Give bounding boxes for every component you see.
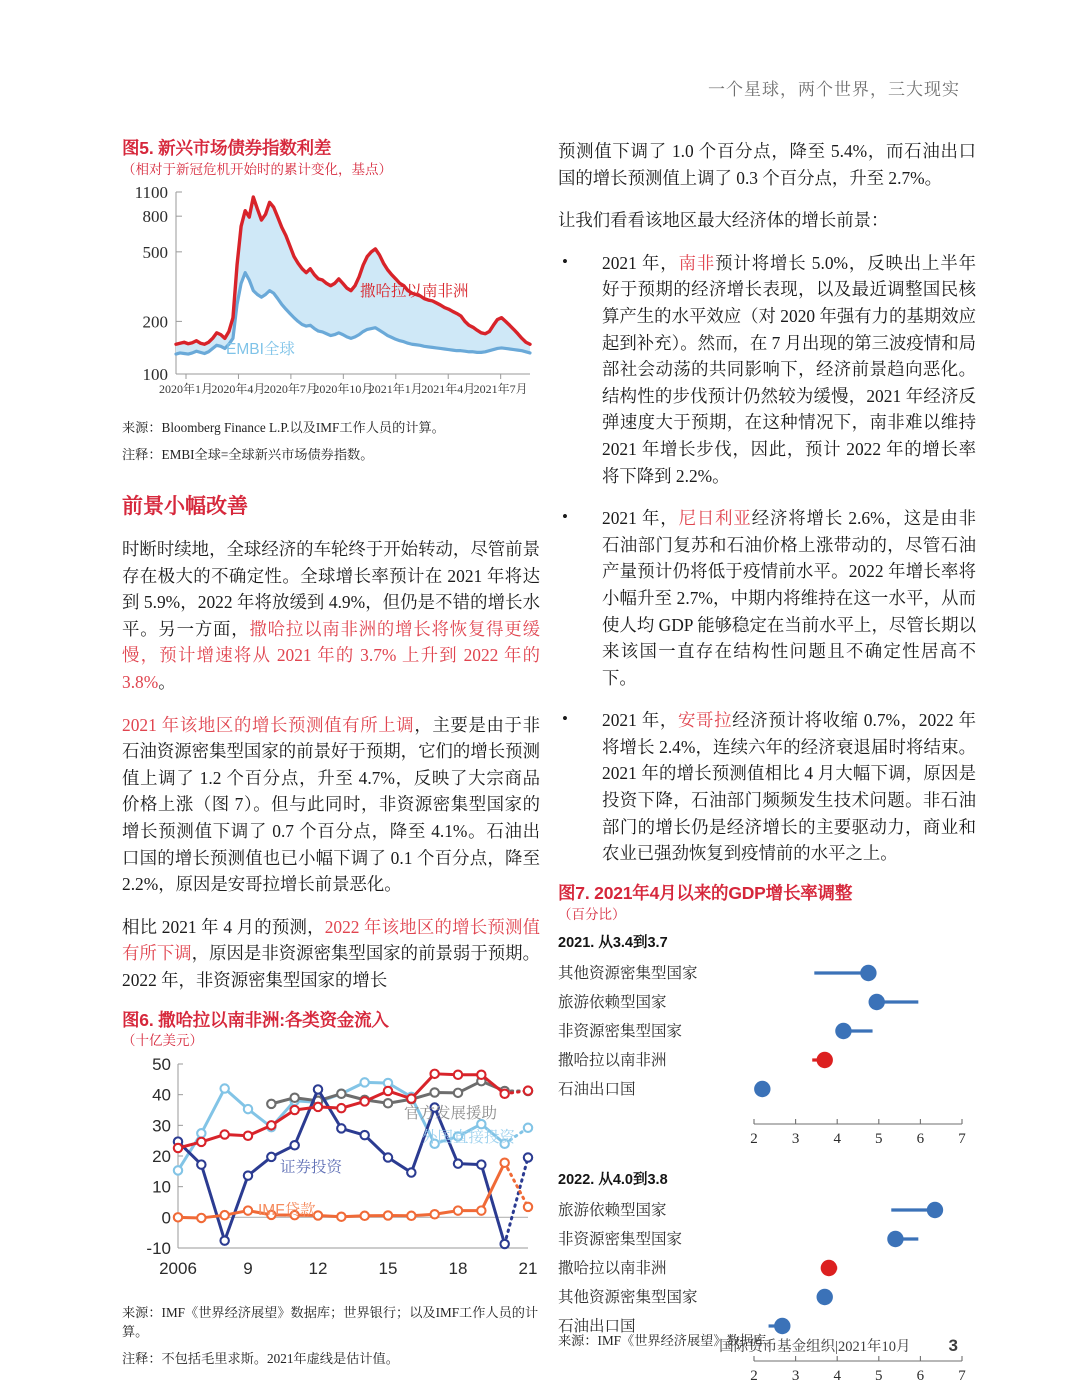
- chart-label: 18: [448, 1258, 468, 1278]
- footer-imprint: 国际货币基金组织|2021年10月: [719, 1339, 911, 1355]
- text-run: 预计将增长 5.0%，反映出上半年好于预期的经济增长表现，以及最近调整国民核算产生的水平效应（对 2020 年强有力的基期效应起到补充）。然而，在 7 月出现的第三波疫情和局部社会动荡的共同影响下，经济前景趋向恶化。结构性的步伐预计仍然较为缓慢，2021 年经济反弹速度大于预期，在这种情况下，南非难以维持 2021 年增长步伐，因此，预计 2022 年的增长率将下降到 2.2%。: [602, 252, 976, 486]
- data-point: [454, 1070, 462, 1078]
- chart-label: 4: [833, 1130, 841, 1147]
- data-point: [337, 1212, 345, 1220]
- data-point: [524, 1153, 532, 1161]
- chart-label: 外国直接投资: [422, 1128, 516, 1146]
- chart-label: 20: [152, 1146, 171, 1166]
- data-point: [314, 1085, 322, 1093]
- data-point: [524, 1086, 532, 1094]
- figure-6-title: 图6. 撒哈拉以南非洲:各类资金流入: [122, 1009, 389, 1030]
- dumbbell-dot: [817, 1052, 833, 1068]
- right-bullet-list: [558, 250, 976, 867]
- data-point: [290, 1093, 298, 1101]
- data-point: [244, 1206, 252, 1214]
- data-point: [454, 1088, 462, 1096]
- text-run: 2021 年，: [602, 710, 678, 731]
- chart-label: 其他资源密集型国家: [558, 964, 698, 982]
- chart-label: 9: [243, 1258, 253, 1278]
- chart-label: 7: [958, 1367, 966, 1384]
- data-point: [267, 1099, 275, 1107]
- data-point: [337, 1089, 345, 1097]
- data-point: [500, 1158, 508, 1166]
- running-header: 一个星球，两个世界，三大现实: [708, 80, 960, 99]
- chart-label: 5: [875, 1130, 883, 1147]
- chart-label: 石油出口国: [558, 1317, 636, 1335]
- chart-label: 旅游依赖型国家: [558, 993, 667, 1011]
- figure-6-note: 注释：不包括毛里求斯。2021年虚线是估计值。: [122, 1350, 399, 1366]
- chart-label: 1100: [134, 183, 168, 203]
- right-column: [558, 138, 976, 1384]
- chart-label: 2021年1月: [368, 382, 423, 397]
- page-footer: [0, 1335, 1080, 1356]
- dumbbell-dot: [887, 1231, 903, 1247]
- figure-6-chart: [122, 1050, 540, 1295]
- dumbbell-dot: [774, 1318, 790, 1334]
- figure-7-subtitle: （百分比）: [558, 906, 626, 922]
- chart-label: 4: [833, 1367, 841, 1384]
- chart-label: 2021. 从3.4到3.7: [558, 934, 668, 951]
- data-point: [197, 1129, 205, 1137]
- chart-label: 100: [142, 365, 168, 385]
- chart-label: 其他资源密集型国家: [558, 1288, 698, 1306]
- figure-7: [558, 882, 976, 1384]
- figure-6-source: 来源：IMF《世界经济展望》数据库；世界银行；以及IMF工作人员的计算。: [122, 1304, 539, 1339]
- figure-6-subtitle: （十亿美元）: [122, 1033, 203, 1049]
- right-body-text: [558, 138, 976, 234]
- text-run: 2022 年该地区的增长预测值有所下调: [122, 916, 540, 964]
- data-point: [174, 1166, 182, 1174]
- chart-label: 800: [142, 207, 168, 227]
- data-point: [477, 1206, 485, 1214]
- figure-5-svg: [122, 178, 540, 410]
- data-point: [360, 1078, 368, 1086]
- chart-label: 撒哈拉以南非洲: [360, 283, 469, 301]
- bullet-marker: •: [562, 251, 568, 271]
- chart-label: 2021年7月: [473, 382, 528, 397]
- data-point: [430, 1210, 438, 1218]
- chart-label: 10: [152, 1177, 171, 1197]
- paragraph-p1: [122, 536, 540, 696]
- dumbbell-dot: [927, 1202, 943, 1218]
- text-run: ，原因是非资源密集型国家的前景弱于预期。2022 年，非资源密集型国家的增长: [122, 943, 540, 990]
- chart-label: 0: [161, 1207, 171, 1227]
- figure-5-chart: [122, 178, 540, 410]
- chart-label: 非资源密集型国家: [558, 1022, 683, 1040]
- chart-label: 15: [378, 1258, 398, 1278]
- paragraph-rp2: [558, 207, 976, 234]
- chart-label: 2006: [159, 1258, 197, 1278]
- chart-label: 500: [142, 242, 168, 262]
- chart-label: 6: [916, 1367, 925, 1384]
- bullet-b1: [558, 250, 976, 489]
- chart-label: 7: [958, 1130, 966, 1147]
- left-column: [122, 138, 540, 1368]
- text-run: ，主要是由于非石油资源密集型国家的前景好于预期，它们的增长预测值上调了 1.2 个百分点，升至 4.7%，反映了大宗商品价格上涨（图 7）。但与此同时，非资源密集型国家的增长预测值下调了 0.7 个百分点，降至 4.1%。石油出口国的增长预测值也已小幅下调了 0.1 个百分点，降至 2.2%，原因是安哥拉增长前景恶化。: [122, 714, 540, 895]
- chart-label: 2: [750, 1367, 758, 1384]
- data-point: [384, 1099, 392, 1107]
- data-point: [197, 1213, 205, 1221]
- text-run: 南非: [678, 252, 716, 273]
- data-point: [220, 1084, 228, 1092]
- data-point: [524, 1123, 532, 1131]
- data-point: [477, 1160, 485, 1168]
- chart-label: 6: [916, 1130, 925, 1147]
- chart-label: 证券投资: [280, 1158, 343, 1176]
- data-point: [244, 1105, 252, 1113]
- bullet-marker: •: [562, 709, 568, 729]
- paragraph-p2: [122, 712, 540, 898]
- data-point: [500, 1089, 508, 1097]
- data-point: [244, 1131, 252, 1139]
- data-point: [174, 1143, 182, 1151]
- text-run: 预测值下调了 1.0 个百分点，降至 5.4%，而石油出口国的增长预测值上调了 0.3 个百分点，升至 2.7%。: [558, 141, 976, 188]
- paragraph-rp1: [558, 138, 976, 191]
- data-point: [384, 1153, 392, 1161]
- text-run: 2021 年，: [602, 508, 679, 529]
- data-point: [197, 1137, 205, 1145]
- chart-label: EMBI全球: [226, 341, 295, 359]
- dumbbell-dot: [835, 1023, 851, 1039]
- chart-label: 2021年4月: [421, 382, 476, 397]
- chart-label: 2022. 从4.0到3.8: [558, 1171, 668, 1188]
- bullet-b2: [558, 505, 976, 691]
- data-point: [524, 1202, 532, 1210]
- figure-7-source: 来源：IMF《世界经济展望》数据库。: [558, 1332, 780, 1348]
- figure-6-svg: [122, 1050, 540, 1295]
- chart-label: 石油出口国: [558, 1080, 636, 1098]
- data-point: [220, 1236, 228, 1244]
- section-heading: 前景小幅改善: [122, 495, 248, 519]
- chart-label: 3: [791, 1130, 800, 1147]
- text-run: 2021 年该地区的增长预测值有所上调: [122, 714, 415, 735]
- figure-5-title: 图5. 新兴市场债券指数利差: [122, 138, 332, 158]
- chart-label: 旅游依赖型国家: [558, 1201, 667, 1219]
- chart-label: 50: [152, 1054, 171, 1074]
- data-point: [430, 1088, 438, 1096]
- data-point: [500, 1239, 508, 1247]
- figure-5: [122, 138, 540, 464]
- chart-label: 撒哈拉以南非洲: [558, 1259, 667, 1277]
- text-run: 时断时续地，全球经济的车轮终于开始转动，尽管前景存在极大的不确定性。全球增长率预计在 2021 年将达到 5.9%，2022 年将放缓到 4.9%，但仍是不错的增长水平。另一方面，: [122, 539, 540, 639]
- chart-label: 2020年7月: [263, 382, 318, 397]
- data-point: [220, 1211, 228, 1219]
- paragraph-p3: [122, 914, 540, 994]
- chart-label: IMF贷款: [258, 1201, 316, 1219]
- data-point: [454, 1206, 462, 1214]
- text-run: 相比 2021 年 4 月的预测，: [122, 916, 325, 937]
- chart-label: 官方发展援助: [404, 1104, 498, 1122]
- figure-5-subtitle: （相对于新冠危机开始时的累计变化，基点）: [122, 161, 392, 177]
- dumbbell-dot: [869, 994, 885, 1010]
- chart-label: 2020年10月: [313, 382, 374, 397]
- data-point: [290, 1105, 298, 1113]
- data-point: [407, 1168, 415, 1176]
- figure-7-title: 图7. 2021年4月以来的GDP增长率调整: [558, 882, 853, 903]
- chart-label: 200: [142, 312, 168, 332]
- chart-label: 撒哈拉以南非洲: [558, 1051, 667, 1069]
- text-run: 经济预计将收缩 0.7%，2022 年将增长 2.4%，连续六年的经济衰退届时将结束。2021 年的增长预测值相比 4 月大幅下调，原因是投资下降，石油部门频频发生技术问题。非石油部门的增长仍是经济增长的主要驱动力，商业和农业已强劲恢复到疫情前的水平之上。: [602, 710, 976, 864]
- data-point: [337, 1104, 345, 1112]
- text-run: 安哥拉: [677, 710, 733, 731]
- data-point: [267, 1152, 275, 1160]
- data-point: [407, 1094, 415, 1102]
- text-run: 让我们看看该地区最大经济体的增长前景：: [558, 210, 889, 231]
- text-run: 经济将增长 2.6%，这是由非石油部门复苏和石油价格上涨带动的，尽管石油产量预计仍将低于疫情前水平。2022 年增长率将小幅升至 2.7%，中期内将维持在这一水平，从而使人均 GDP 能够稳定在当前水平上，尽管长期以来该国一直存在结构性问题且不确定性居高不下。: [602, 508, 976, 688]
- text-run: 。: [158, 672, 176, 693]
- chart-label: 2020年4月: [211, 382, 266, 397]
- chart-label: 3: [791, 1367, 800, 1384]
- chart-label: 30: [152, 1115, 171, 1135]
- dumbbell-dot: [754, 1081, 770, 1097]
- data-point: [290, 1141, 298, 1149]
- data-point: [267, 1121, 275, 1129]
- dumbbell-dot: [817, 1289, 833, 1305]
- figure-5-source: 来源：Bloomberg Finance L.P.以及IMF工作人员的计算。: [122, 420, 445, 436]
- data-point: [337, 1124, 345, 1132]
- dumbbell-dot: [860, 965, 876, 981]
- chart-label: 40: [152, 1085, 171, 1105]
- footer-page-number: 3: [948, 1336, 958, 1355]
- text-run: 尼日利亚: [678, 508, 752, 529]
- left-body-text: [122, 536, 540, 994]
- data-point: [384, 1086, 392, 1094]
- text-run: 2021 年，: [602, 252, 679, 273]
- data-point: [360, 1131, 368, 1139]
- data-point: [314, 1102, 322, 1110]
- chart-label: 21: [518, 1258, 538, 1278]
- bullet-marker: •: [562, 507, 568, 527]
- data-point: [430, 1069, 438, 1077]
- dumbbell-dot: [821, 1260, 837, 1276]
- data-point: [244, 1171, 252, 1179]
- figure-6: [122, 1010, 540, 1368]
- data-point: [174, 1213, 182, 1221]
- data-point: [407, 1211, 415, 1219]
- data-point: [360, 1211, 368, 1219]
- text-run: 撒哈拉以南非洲的增长将恢复得更缓慢，预计增速将从 2021 年的 3.7% 上升到 2022 年的 3.8%: [122, 618, 540, 693]
- chart-label: -10: [146, 1238, 171, 1258]
- data-point: [197, 1160, 205, 1168]
- data-point: [220, 1130, 228, 1138]
- bullet-b3: [558, 707, 976, 867]
- chart-label: 2020年1月: [158, 382, 214, 397]
- data-point: [454, 1159, 462, 1167]
- chart-label: 12: [308, 1258, 328, 1278]
- chart-label: 非资源密集型国家: [558, 1230, 683, 1248]
- chart-label: 2: [750, 1130, 758, 1147]
- chart-label: 5: [875, 1367, 883, 1384]
- data-point: [360, 1097, 368, 1105]
- figure-5-note: 注释：EMBI全球=全球新兴市场债券指数。: [122, 447, 374, 463]
- data-point: [477, 1070, 485, 1078]
- data-point: [384, 1211, 392, 1219]
